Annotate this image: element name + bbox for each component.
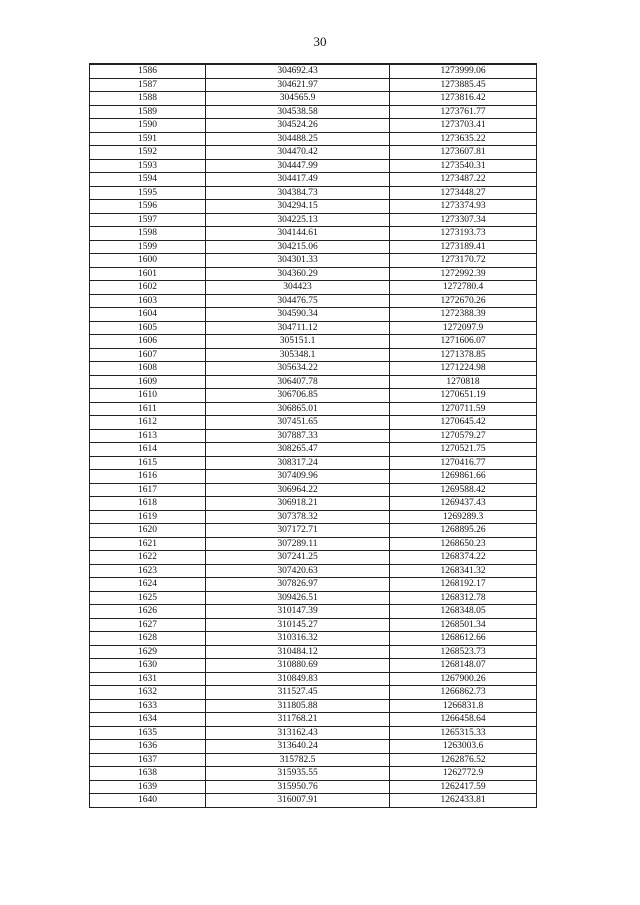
y-coordinate-cell: 1266831.8 [390, 699, 537, 713]
point-number-cell: 1629 [90, 645, 206, 659]
point-number-cell: 1588 [90, 92, 206, 106]
x-coordinate-cell: 308265.47 [206, 443, 390, 457]
x-coordinate-cell: 306865.01 [206, 402, 390, 416]
table-row [90, 119, 537, 133]
table-row [90, 132, 537, 146]
table-row [90, 416, 537, 430]
y-coordinate-cell: 1262417.59 [390, 780, 537, 794]
x-coordinate-cell: 304215.06 [206, 240, 390, 254]
point-number-cell: 1631 [90, 672, 206, 686]
table-row [90, 497, 537, 511]
x-coordinate-cell: 304447.99 [206, 159, 390, 173]
point-number-cell: 1615 [90, 456, 206, 470]
table-row [90, 524, 537, 538]
y-coordinate-cell: 1266862.73 [390, 686, 537, 700]
x-coordinate-cell: 311805.88 [206, 699, 390, 713]
point-number-cell: 1592 [90, 146, 206, 160]
point-number-cell: 1628 [90, 632, 206, 646]
point-number-cell: 1626 [90, 605, 206, 619]
table-row [90, 537, 537, 551]
y-coordinate-cell: 1273189.41 [390, 240, 537, 254]
point-number-cell: 1587 [90, 78, 206, 92]
point-number-cell: 1593 [90, 159, 206, 173]
coordinates-table [89, 63, 537, 808]
y-coordinate-cell: 1272780.4 [390, 281, 537, 295]
x-coordinate-cell: 313640.24 [206, 740, 390, 754]
table-row [90, 740, 537, 754]
point-number-cell: 1636 [90, 740, 206, 754]
x-coordinate-cell: 306918.21 [206, 497, 390, 511]
x-coordinate-cell: 307826.97 [206, 578, 390, 592]
x-coordinate-cell: 307887.33 [206, 429, 390, 443]
table-row [90, 632, 537, 646]
table-row [90, 645, 537, 659]
table-row [90, 659, 537, 673]
x-coordinate-cell: 304294.15 [206, 200, 390, 214]
y-coordinate-cell: 1273885.45 [390, 78, 537, 92]
y-coordinate-cell: 1268650.23 [390, 537, 537, 551]
table-row [90, 173, 537, 187]
y-coordinate-cell: 1273193.73 [390, 227, 537, 241]
y-coordinate-cell: 1268523.73 [390, 645, 537, 659]
x-coordinate-cell: 305151.1 [206, 335, 390, 349]
x-coordinate-cell: 307409.96 [206, 470, 390, 484]
y-coordinate-cell: 1273607.81 [390, 146, 537, 160]
point-number-cell: 1621 [90, 537, 206, 551]
x-coordinate-cell: 316007.91 [206, 794, 390, 808]
y-coordinate-cell: 1269289.3 [390, 510, 537, 524]
point-number-cell: 1613 [90, 429, 206, 443]
point-number-cell: 1597 [90, 213, 206, 227]
y-coordinate-cell: 1270818 [390, 375, 537, 389]
table-row [90, 699, 537, 713]
table-row [90, 213, 537, 227]
point-number-cell: 1630 [90, 659, 206, 673]
x-coordinate-cell: 304488.25 [206, 132, 390, 146]
y-coordinate-cell: 1272992.39 [390, 267, 537, 281]
table-row [90, 672, 537, 686]
y-coordinate-cell: 1273816.42 [390, 92, 537, 106]
point-number-cell: 1596 [90, 200, 206, 214]
x-coordinate-cell: 304384.73 [206, 186, 390, 200]
y-coordinate-cell: 1270416.77 [390, 456, 537, 470]
x-coordinate-cell: 304144.61 [206, 227, 390, 241]
table-row [90, 64, 537, 78]
point-number-cell: 1604 [90, 308, 206, 322]
y-coordinate-cell: 1268374.22 [390, 551, 537, 565]
point-number-cell: 1591 [90, 132, 206, 146]
y-coordinate-cell: 1268192.17 [390, 578, 537, 592]
table-row [90, 78, 537, 92]
table-row [90, 308, 537, 322]
point-number-cell: 1614 [90, 443, 206, 457]
x-coordinate-cell: 310147.39 [206, 605, 390, 619]
y-coordinate-cell: 1262876.52 [390, 753, 537, 767]
x-coordinate-cell: 304538.58 [206, 105, 390, 119]
y-coordinate-cell: 1273374.93 [390, 200, 537, 214]
y-coordinate-cell: 1272388.39 [390, 308, 537, 322]
table-row [90, 105, 537, 119]
y-coordinate-cell: 1270711.59 [390, 402, 537, 416]
point-number-cell: 1594 [90, 173, 206, 187]
point-number-cell: 1634 [90, 713, 206, 727]
table-row [90, 510, 537, 524]
point-number-cell: 1617 [90, 483, 206, 497]
x-coordinate-cell: 304476.75 [206, 294, 390, 308]
y-coordinate-cell: 1268312.78 [390, 591, 537, 605]
point-number-cell: 1589 [90, 105, 206, 119]
table-row [90, 713, 537, 727]
y-coordinate-cell: 1262433.81 [390, 794, 537, 808]
x-coordinate-cell: 304225.13 [206, 213, 390, 227]
x-coordinate-cell: 304360.29 [206, 267, 390, 281]
table-row [90, 456, 537, 470]
table-row [90, 605, 537, 619]
point-number-cell: 1616 [90, 470, 206, 484]
x-coordinate-cell: 310849.83 [206, 672, 390, 686]
y-coordinate-cell: 1270645.42 [390, 416, 537, 430]
y-coordinate-cell: 1266458.64 [390, 713, 537, 727]
x-coordinate-cell: 311768.21 [206, 713, 390, 727]
y-coordinate-cell: 1269588.42 [390, 483, 537, 497]
table-row [90, 551, 537, 565]
point-number-cell: 1640 [90, 794, 206, 808]
point-number-cell: 1603 [90, 294, 206, 308]
x-coordinate-cell: 310316.32 [206, 632, 390, 646]
point-number-cell: 1635 [90, 726, 206, 740]
table-row [90, 159, 537, 173]
y-coordinate-cell: 1271606.07 [390, 335, 537, 349]
page-number: 30 [313, 34, 327, 49]
y-coordinate-cell: 1271378.85 [390, 348, 537, 362]
point-number-cell: 1638 [90, 767, 206, 781]
table-row [90, 578, 537, 592]
table-row [90, 780, 537, 794]
table-row [90, 483, 537, 497]
table-row [90, 321, 537, 335]
point-number-cell: 1625 [90, 591, 206, 605]
table-row [90, 564, 537, 578]
point-number-cell: 1611 [90, 402, 206, 416]
x-coordinate-cell: 307172.71 [206, 524, 390, 538]
y-coordinate-cell: 1263003.6 [390, 740, 537, 754]
y-coordinate-cell: 1268501.34 [390, 618, 537, 632]
x-coordinate-cell: 315782.5 [206, 753, 390, 767]
table-row [90, 254, 537, 268]
table-row [90, 470, 537, 484]
point-number-cell: 1607 [90, 348, 206, 362]
x-coordinate-cell: 307378.32 [206, 510, 390, 524]
x-coordinate-cell: 310880.69 [206, 659, 390, 673]
point-number-cell: 1595 [90, 186, 206, 200]
point-number-cell: 1632 [90, 686, 206, 700]
x-coordinate-cell: 304417.49 [206, 173, 390, 187]
point-number-cell: 1600 [90, 254, 206, 268]
point-number-cell: 1637 [90, 753, 206, 767]
table-row [90, 362, 537, 376]
table-row [90, 375, 537, 389]
table-row [90, 200, 537, 214]
point-number-cell: 1622 [90, 551, 206, 565]
table-row [90, 348, 537, 362]
x-coordinate-cell: 306964.22 [206, 483, 390, 497]
x-coordinate-cell: 304565.9 [206, 92, 390, 106]
y-coordinate-cell: 1273999.06 [390, 64, 537, 78]
point-number-cell: 1608 [90, 362, 206, 376]
table-row [90, 402, 537, 416]
y-coordinate-cell: 1273170.72 [390, 254, 537, 268]
point-number-cell: 1606 [90, 335, 206, 349]
table-row [90, 389, 537, 403]
point-number-cell: 1598 [90, 227, 206, 241]
point-number-cell: 1609 [90, 375, 206, 389]
x-coordinate-cell: 304423 [206, 281, 390, 295]
table-row [90, 294, 537, 308]
y-coordinate-cell: 1268348.05 [390, 605, 537, 619]
point-number-cell: 1601 [90, 267, 206, 281]
point-number-cell: 1624 [90, 578, 206, 592]
x-coordinate-cell: 308317.24 [206, 456, 390, 470]
point-number-cell: 1610 [90, 389, 206, 403]
point-number-cell: 1627 [90, 618, 206, 632]
table-row [90, 227, 537, 241]
y-coordinate-cell: 1270521.75 [390, 443, 537, 457]
point-number-cell: 1605 [90, 321, 206, 335]
x-coordinate-cell: 307289.11 [206, 537, 390, 551]
x-coordinate-cell: 304470.42 [206, 146, 390, 160]
x-coordinate-cell: 310484.12 [206, 645, 390, 659]
x-coordinate-cell: 307420.63 [206, 564, 390, 578]
y-coordinate-cell: 1262772.9 [390, 767, 537, 781]
point-number-cell: 1620 [90, 524, 206, 538]
point-number-cell: 1599 [90, 240, 206, 254]
x-coordinate-cell: 304590.34 [206, 308, 390, 322]
y-coordinate-cell: 1273307.34 [390, 213, 537, 227]
y-coordinate-cell: 1273448.27 [390, 186, 537, 200]
point-number-cell: 1618 [90, 497, 206, 511]
y-coordinate-cell: 1273487.22 [390, 173, 537, 187]
table-row [90, 429, 537, 443]
point-number-cell: 1633 [90, 699, 206, 713]
table-row [90, 618, 537, 632]
x-coordinate-cell: 311527.45 [206, 686, 390, 700]
x-coordinate-cell: 315935.55 [206, 767, 390, 781]
point-number-cell: 1590 [90, 119, 206, 133]
x-coordinate-cell: 309426.51 [206, 591, 390, 605]
table-row [90, 335, 537, 349]
point-number-cell: 1623 [90, 564, 206, 578]
table-row [90, 591, 537, 605]
y-coordinate-cell: 1269861.66 [390, 470, 537, 484]
x-coordinate-cell: 306706.85 [206, 389, 390, 403]
y-coordinate-cell: 1269437.43 [390, 497, 537, 511]
y-coordinate-cell: 1268612.66 [390, 632, 537, 646]
x-coordinate-cell: 305634.22 [206, 362, 390, 376]
x-coordinate-cell: 313162.43 [206, 726, 390, 740]
table-row [90, 281, 537, 295]
x-coordinate-cell: 305348.1 [206, 348, 390, 362]
x-coordinate-cell: 304692.43 [206, 64, 390, 78]
table-row [90, 267, 537, 281]
x-coordinate-cell: 306407.78 [206, 375, 390, 389]
x-coordinate-cell: 310145.27 [206, 618, 390, 632]
y-coordinate-cell: 1267900.26 [390, 672, 537, 686]
table-row [90, 146, 537, 160]
x-coordinate-cell: 304621.97 [206, 78, 390, 92]
y-coordinate-cell: 1272097.9 [390, 321, 537, 335]
table-row [90, 726, 537, 740]
x-coordinate-cell: 304711.12 [206, 321, 390, 335]
x-coordinate-cell: 304524.26 [206, 119, 390, 133]
table-row [90, 240, 537, 254]
y-coordinate-cell: 1268895.26 [390, 524, 537, 538]
y-coordinate-cell: 1270651.19 [390, 389, 537, 403]
point-number-cell: 1612 [90, 416, 206, 430]
x-coordinate-cell: 315950.76 [206, 780, 390, 794]
y-coordinate-cell: 1270579.27 [390, 429, 537, 443]
y-coordinate-cell: 1273761.77 [390, 105, 537, 119]
point-number-cell: 1602 [90, 281, 206, 295]
y-coordinate-cell: 1268341.32 [390, 564, 537, 578]
x-coordinate-cell: 304301.33 [206, 254, 390, 268]
table-row [90, 92, 537, 106]
table-row [90, 186, 537, 200]
x-coordinate-cell: 307241.25 [206, 551, 390, 565]
y-coordinate-cell: 1273540.31 [390, 159, 537, 173]
table-row [90, 794, 537, 808]
y-coordinate-cell: 1273635.22 [390, 132, 537, 146]
table-row [90, 753, 537, 767]
point-number-cell: 1586 [90, 64, 206, 78]
point-number-cell: 1619 [90, 510, 206, 524]
table-row [90, 443, 537, 457]
y-coordinate-cell: 1271224.98 [390, 362, 537, 376]
table-row [90, 767, 537, 781]
y-coordinate-cell: 1272670.26 [390, 294, 537, 308]
coordinates-table-body [90, 64, 537, 807]
point-number-cell: 1639 [90, 780, 206, 794]
table-row [90, 686, 537, 700]
y-coordinate-cell: 1265315.33 [390, 726, 537, 740]
y-coordinate-cell: 1273703.41 [390, 119, 537, 133]
y-coordinate-cell: 1268148.07 [390, 659, 537, 673]
x-coordinate-cell: 307451.65 [206, 416, 390, 430]
